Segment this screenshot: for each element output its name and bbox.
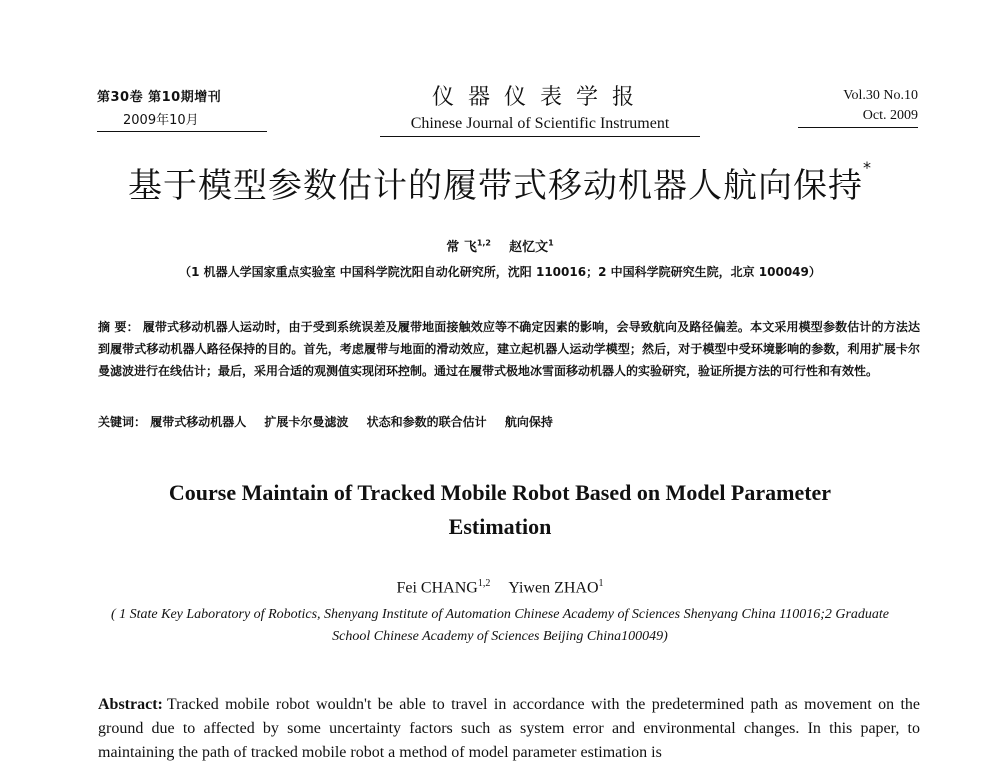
author-cn-2-affil: 1 — [548, 238, 554, 248]
affiliation-cn: （1 机器人学国家重点实验室 中国科学院沈阳自动化研究所，沈阳 110016；2 中国科学院研究生院，北京 100049） — [179, 265, 821, 279]
keyword-cn: 航向保持 — [504, 415, 553, 429]
authors-en — [0, 578, 1000, 597]
abstract-cn — [98, 316, 920, 382]
keywords-cn — [98, 413, 920, 430]
abstract-en-label: Abstract: — [98, 696, 163, 713]
keyword-cn: 状态和参数的联合估计 — [366, 415, 487, 429]
journal-masthead — [380, 80, 700, 137]
abstract-en-text: Tracked mobile robot wouldn't be able to travel in accordance with the predetermined path as movement on the ground due to affected by some uncertainty factors such as system error and environmental changes. In this paper, to maintaining the path of tracked mobile robot a method of model parameter estimation is — [98, 696, 920, 761]
journal-name-cn: 仪器仪表学报 — [431, 85, 648, 110]
author-en-2-affil: 1 — [598, 578, 604, 589]
authors-cn — [0, 236, 1000, 255]
author-en-1-affil: 1,2 — [477, 578, 491, 589]
author-en-1: Fei CHANG — [396, 579, 478, 597]
issue-date-cn: 2009年10月 — [97, 109, 267, 132]
keyword-cn: 扩展卡尔曼滤波 — [264, 415, 349, 429]
volume-issue-en: Vol.30 No.10 — [843, 88, 918, 103]
title-footnote-mark: * — [863, 158, 872, 177]
keywords-cn-label: 关键词： — [98, 415, 147, 429]
abstract-en — [98, 693, 920, 765]
header-volume-info-en — [798, 88, 918, 128]
author-en-2: Yiwen ZHAO — [508, 579, 599, 597]
author-cn-2: 赵忆文 — [509, 240, 549, 255]
header-volume-info — [97, 86, 267, 132]
abstract-cn-label: 摘 要： — [98, 320, 139, 334]
title-cn — [0, 158, 1000, 207]
abstract-cn-text: 履带式移动机器人运动时，由于受到系统误差及履带地面接触效应等不确定因素的影响，会导致航向及路径偏差。本文采用模型参数估计的方法达到履带式移动机器人路径保持的目的。首先，考虑履带与地面的滑动效应，建立起机器人运动学模型；然后，对于模型中受环境影响的参数，利用扩展卡尔曼滤波进行在线估计；最后，采用合适的观测值实现闭环控制。通过在履带式极地冰雪面移动机器人的实验研究，验证所提方法的可行性和有效性。 — [98, 320, 920, 378]
title-en: Course Maintain of Tracked Mobile Robot Based on Model Parameter Estimation — [168, 480, 832, 539]
author-cn-1-affil: 1,2 — [476, 238, 491, 248]
journal-name-en: Chinese Journal of Scientific Instrument — [380, 115, 700, 137]
issue-date-en: Oct. 2009 — [798, 108, 918, 128]
author-cn-1: 常 飞 — [446, 240, 477, 255]
title-cn-text: 基于模型参数估计的履带式移动机器人航向保持 — [128, 166, 863, 206]
volume-issue: 第30卷 第10期增刊 — [97, 90, 222, 105]
affiliation-en: ( 1 State Key Laboratory of Robotics, Shenyang Institute of Automation Chinese Academy of Sciences Shenyang China 110016;2 Graduate School Chinese Academy of Sciences Beijing China100049) — [110, 607, 890, 644]
keyword-cn: 履带式移动机器人 — [150, 415, 247, 429]
